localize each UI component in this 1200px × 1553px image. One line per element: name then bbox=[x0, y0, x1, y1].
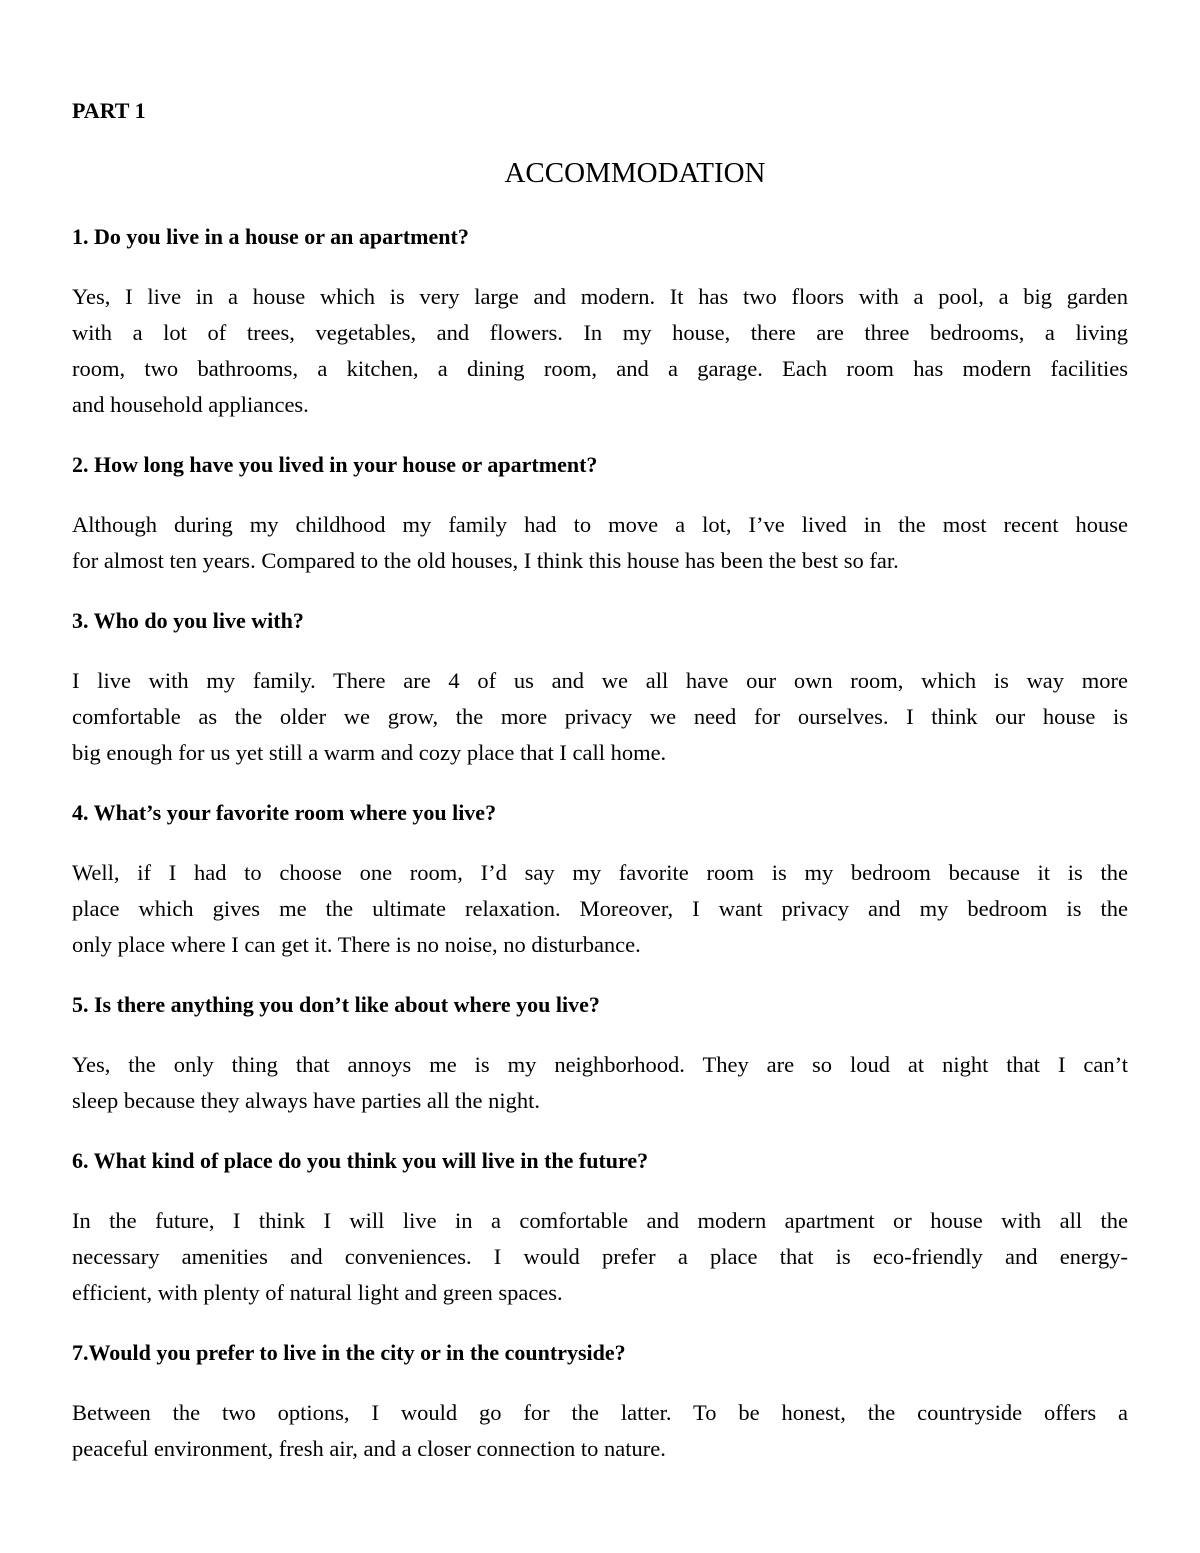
answer-line: and household appliances. bbox=[72, 392, 309, 417]
answer-3 bbox=[72, 663, 1128, 771]
question-2: 2. How long have you lived in your house or apartment? bbox=[72, 452, 598, 477]
document-title: ACCOMMODATION bbox=[504, 157, 766, 189]
question-1: 1. Do you live in a house or an apartment? bbox=[72, 224, 469, 249]
answer-4 bbox=[72, 855, 1128, 963]
answer-line: only place where I can get it. There is no noise, no disturbance. bbox=[72, 932, 641, 957]
answer-line: sleep because they always have parties all the night. bbox=[72, 1088, 540, 1113]
answer-1 bbox=[72, 279, 1128, 423]
answer-line: with a lot of trees, vegetables, and flowers. In my house, there are three bedrooms, a living bbox=[72, 320, 1128, 345]
qa-list bbox=[72, 219, 1128, 1467]
answer-line: In the future, I think I will live in a comfortable and modern apartment or house with all the bbox=[72, 1208, 1128, 1233]
answer-line: room, two bathrooms, a kitchen, a dining room, and a garage. Each room has modern facilities bbox=[72, 356, 1128, 381]
answer-line: necessary amenities and conveniences. I would prefer a place that is eco-friendly and energy- bbox=[72, 1244, 1128, 1269]
answer-line: comfortable as the older we grow, the more privacy we need for ourselves. I think our house is bbox=[72, 704, 1128, 729]
answer-6 bbox=[72, 1203, 1128, 1311]
answer-line: I live with my family. There are 4 of us and we all have our own room, which is way more bbox=[72, 668, 1128, 693]
answer-2 bbox=[72, 507, 1128, 579]
answer-5 bbox=[72, 1047, 1128, 1119]
answer-line: Well, if I had to choose one room, I’d say my favorite room is my bedroom because it is the bbox=[72, 860, 1128, 885]
answer-line: place which gives me the ultimate relaxation. Moreover, I want privacy and my bedroom is the bbox=[72, 896, 1128, 921]
answer-7 bbox=[72, 1395, 1128, 1467]
answer-line: Yes, the only thing that annoys me is my neighborhood. They are so loud at night that I can’t bbox=[72, 1052, 1128, 1077]
question-6: 6. What kind of place do you think you will live in the future? bbox=[72, 1148, 649, 1173]
answer-line: for almost ten years. Compared to the old houses, I think this house has been the best so far. bbox=[72, 548, 899, 573]
answer-line: efficient, with plenty of natural light and green spaces. bbox=[72, 1280, 563, 1305]
question-4: 4. What’s your favorite room where you live? bbox=[72, 800, 497, 825]
answer-line: peaceful environment, fresh air, and a closer connection to nature. bbox=[72, 1436, 666, 1461]
question-3: 3. Who do you live with? bbox=[72, 608, 304, 633]
answer-line: Although during my childhood my family had to move a lot, I’ve lived in the most recent house bbox=[72, 512, 1128, 537]
question-7: 7.Would you prefer to live in the city or in the countryside? bbox=[72, 1340, 626, 1365]
answer-line: Between the two options, I would go for the latter. To be honest, the countryside offers a bbox=[72, 1400, 1128, 1425]
part-heading: PART 1 bbox=[72, 98, 146, 123]
answer-line: Yes, I live in a house which is very large and modern. It has two floors with a pool, a big garden bbox=[72, 284, 1128, 309]
question-5: 5. Is there anything you don’t like about where you live? bbox=[72, 992, 600, 1017]
document-page bbox=[72, 96, 1128, 1491]
answer-line: big enough for us yet still a warm and cozy place that I call home. bbox=[72, 740, 667, 765]
